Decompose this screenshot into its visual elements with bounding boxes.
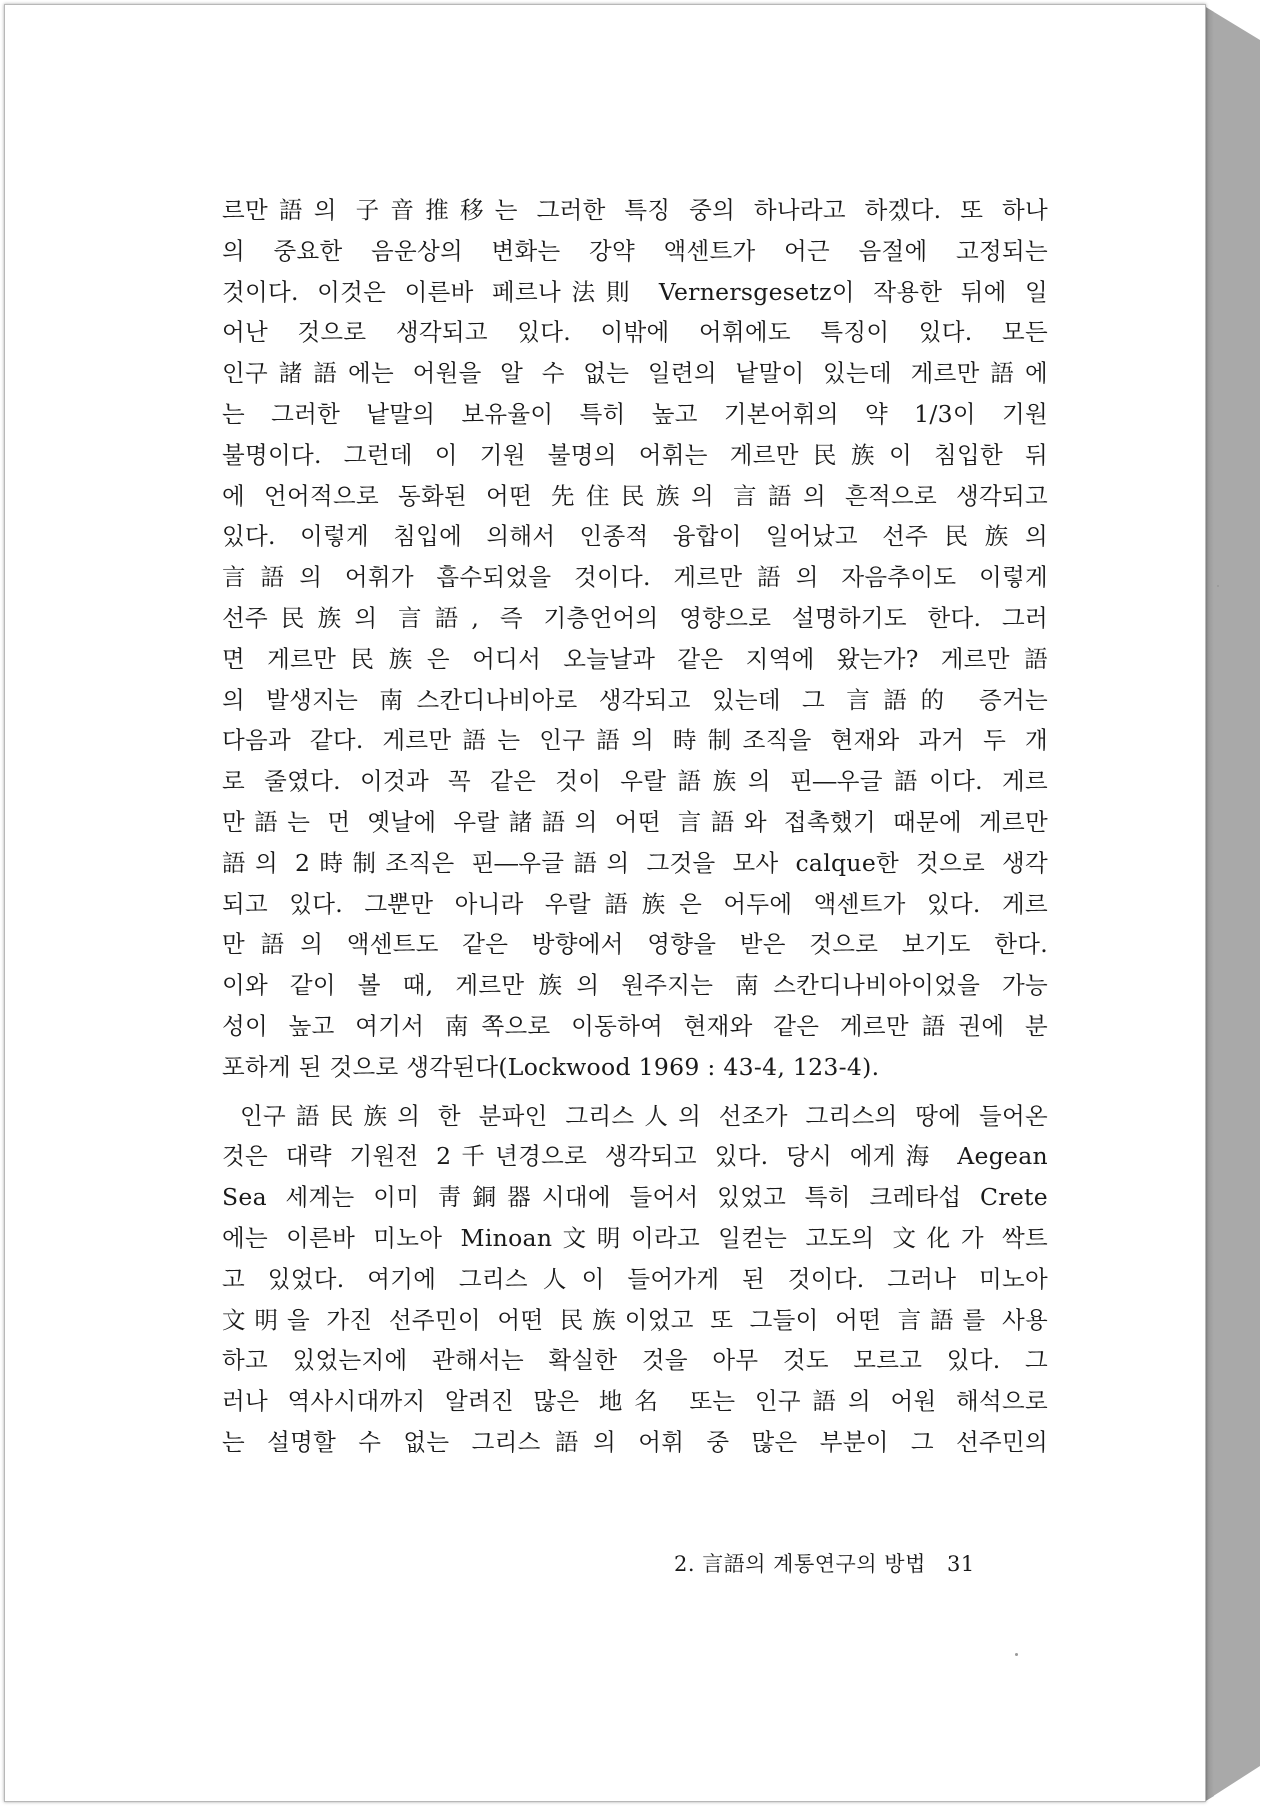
text-line: 고 있었다. 여기에 그리스人이 들어가게 된 것이다. 그러나 미노아: [222, 1264, 1048, 1293]
paragraph-end-line: 포하게 된 것으로 생각된다(Lockwood 1969 : 43-4, 123-4).: [222, 1052, 880, 1081]
text-line: 의 발생지는 南스칸디나비아로 생각되고 있는데 그 言語的 증거는: [222, 685, 1048, 714]
text-line: Sea 세계는 이미 靑銅器시대에 들어서 있었고 특히 크레타섭 Crete: [222, 1183, 1048, 1212]
text-line: 로 줄였다. 이것과 꼭 같은 것이 우랄語族의 핀―우글語이다. 게르: [222, 767, 1048, 796]
text-line: 에 언어적으로 동화된 어떤 先住民族의 言語의 흔적으로 생각되고: [222, 481, 1048, 510]
text-line: 는 그러한 낱말의 보유율이 특히 높고 기본어휘의 약 1/3이 기원: [222, 399, 1048, 428]
text-line: 言語의 어휘가 흡수되었을 것이다. 게르만語의 자음추이도 이렇게: [222, 563, 1048, 592]
text-line: 인구諸語에는 어원을 알 수 없는 일련의 낱말이 있는데 게르만語에: [222, 359, 1048, 388]
text-line: 면 게르만民族은 어디서 오늘날과 같은 지역에 왔는가? 게르만語: [222, 644, 1048, 673]
text-line: 에는 이른바 미노아 Minoan文明이라고 일컫는 고도의 文化가 싹트: [222, 1223, 1048, 1252]
text-line: 다음과 같다. 게르만語는 인구語의 時制조직을 현재와 과거 두 개: [222, 726, 1048, 755]
text-line: 선주民族의 言語, 즉 기층언어의 영향으로 설명하기도 한다. 그러: [222, 603, 1048, 632]
text-line: 성이 높고 여기서 南쪽으로 이동하여 현재와 같은 게르만語권에 분: [222, 1011, 1048, 1040]
text-line: 의 중요한 음운상의 변화는 강약 액센트가 어근 음절에 고정되는: [222, 236, 1048, 265]
print-speck: [1217, 585, 1219, 587]
text-line: 語의 2時制조직은 핀―우글語의 그것을 모사 calque한 것으로 생각: [222, 848, 1048, 877]
text-line: 만語는 먼 옛날에 우랄諸語의 어떤 言語와 접촉했기 때문에 게르만: [222, 807, 1048, 836]
page-number: 31: [947, 1552, 975, 1576]
text-line: 것은 대략 기원전 2千년경으로 생각되고 있다. 당시 에게海 Aegean: [222, 1142, 1048, 1171]
text-line: 는 설명할 수 없는 그리스語의 어휘 중 많은 부분이 그 선주민의: [222, 1427, 1048, 1456]
text-line: 文明을 가진 선주민이 어떤 民族이었고 또 그들이 어떤 言語를 사용: [222, 1305, 1048, 1334]
paragraph-start-line: 인구語民族의 한 분파인 그리스人의 선조가 그리스의 땅에 들어온: [240, 1101, 1048, 1130]
text-line: 불명이다. 그런데 이 기원 불명의 어휘는 게르만民族이 침입한 뒤: [222, 440, 1048, 469]
text-line: 있다. 이렇게 침입에 의해서 인종적 융합이 일어났고 선주民族의: [222, 522, 1048, 551]
text-line: 러나 역사시대까지 알려진 많은 地名 또는 인구語의 어원 해석으로: [222, 1387, 1048, 1416]
text-line: 하고 있었는지에 관해서는 확실한 것을 아무 것도 모르고 있다. 그: [222, 1346, 1048, 1375]
text-line: 되고 있다. 그뿐만 아니라 우랄語族은 어두에 액센트가 있다. 게르: [222, 889, 1048, 918]
text-line: 이와 같이 볼 때, 게르만族의 원주지는 南스칸디나비아이었을 가능: [222, 971, 1048, 1000]
running-footer: [674, 1548, 975, 1578]
text-line: 것이다. 이것은 이른바 페르나法則 Vernersgesetz이 작용한 뒤에 일: [222, 277, 1048, 306]
text-line: 만語의 액센트도 같은 방향에서 영향을 받은 것으로 보기도 한다.: [222, 930, 1048, 959]
text-line: 르만語의 子音推移는 그러한 특징 중의 하나라고 하겠다. 또 하나: [222, 196, 1048, 224]
body-text: [222, 190, 1048, 1463]
text-line: 어난 것으로 생각되고 있다. 이밖에 어휘에도 특징이 있다. 모든: [222, 318, 1048, 347]
running-head: 2. 言語의 계통연구의 방법: [674, 1552, 926, 1576]
print-speck: [1015, 1653, 1018, 1656]
